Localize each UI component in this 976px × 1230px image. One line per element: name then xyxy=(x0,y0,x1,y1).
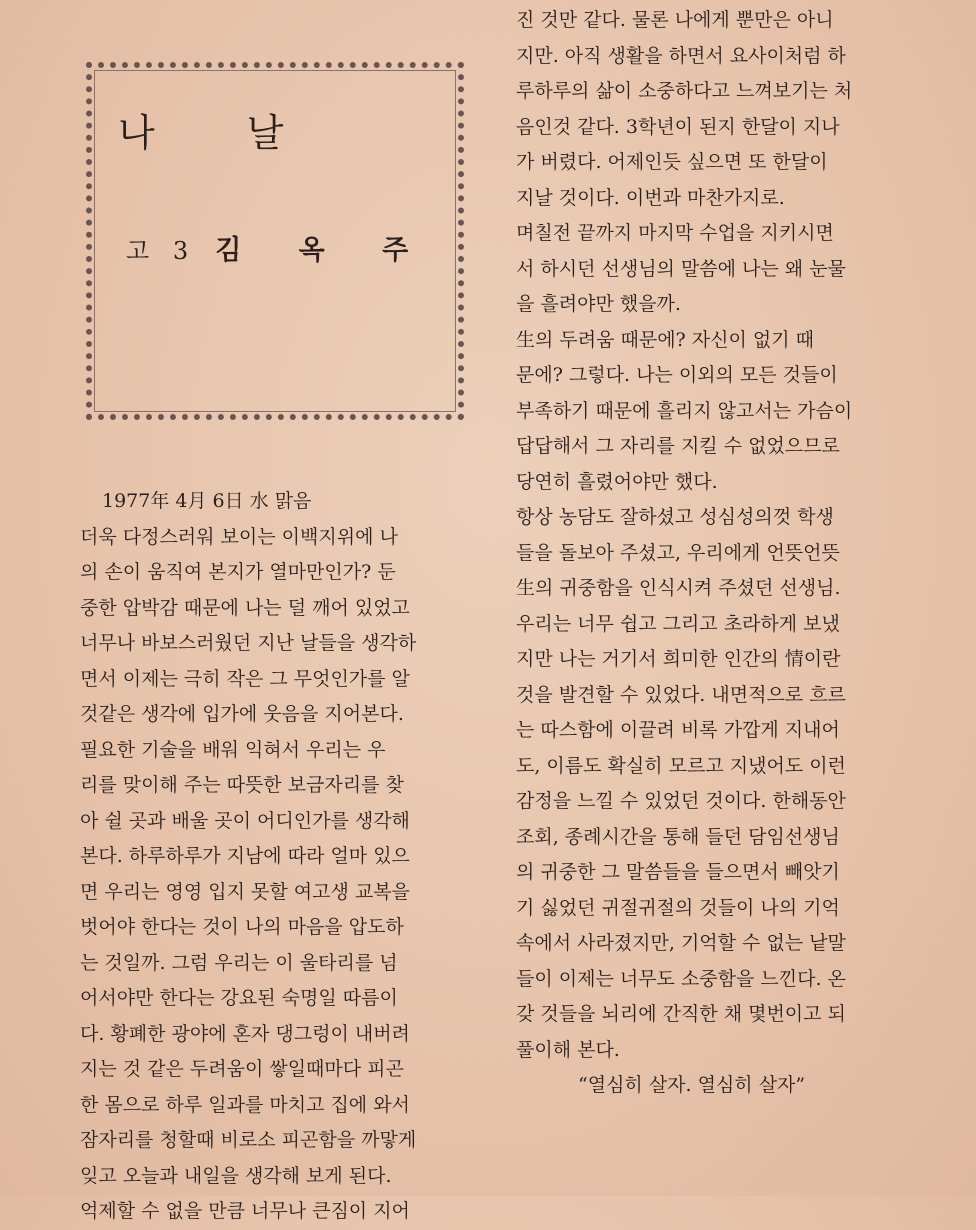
text-line: 우리는 너무 쉽고 그리고 초라하게 보냈 xyxy=(516,612,840,635)
text-line: 지만 나는 거기서 희미한 인간의 情이란 xyxy=(516,648,841,670)
text-line: 의 귀중한 그 말씀들을 들으면서 빼앗기 xyxy=(516,861,840,883)
text-line: 들을 돌보아 주셨고, 우리에게 언뜻언뜻 xyxy=(516,541,840,564)
text-line: 음인것 같다. 3학년이 된지 한달이 지나 xyxy=(516,115,840,138)
text-line: 본다. 하루하루가 지남에 따라 얼마 있으 xyxy=(80,845,410,867)
text-line: 리를 맞이해 주는 따뜻한 보금자리를 찾 xyxy=(80,774,404,796)
text-line: 당연히 흘렸어야만 했다. xyxy=(516,470,718,493)
text-line: 답답해서 그 자리를 지킬 수 없었으므로 xyxy=(516,435,840,457)
closing-quote: “열심히 살자. 열심히 살자” xyxy=(578,1074,806,1096)
right-column xyxy=(516,3,916,1104)
text-line: 문에? 그렇다. 나는 이외의 모든 것들이 xyxy=(516,364,838,386)
text-line: 는 것일까. 그럼 우리는 이 울타리를 넘 xyxy=(80,951,398,974)
text-line: 부족하기 때문에 흘리지 않고서는 가슴이 xyxy=(516,399,853,422)
text-line: 벗어야 한다는 것이 나의 마음을 압도하 xyxy=(80,916,404,938)
text-line: 항상 농담도 잘하셨고 성심성의껏 학생 xyxy=(516,506,834,528)
text-line: 중한 압박감 때문에 나는 덜 깨어 있었고 xyxy=(80,596,410,619)
text-line: 속에서 사라졌지만, 기억할 수 없는 낱말 xyxy=(516,932,846,954)
text-line: 다. 황폐한 광야에 혼자 댕그렁이 내버려 xyxy=(80,1022,410,1045)
text-line: 도, 이름도 확실히 모르고 지냈어도 이런 xyxy=(516,754,846,777)
date-line: 1977年 4月 6日 水 맑음 xyxy=(102,490,312,512)
text-line: 더욱 다정스러워 보이는 이백지위에 나 xyxy=(80,525,398,548)
text-line: 면서 이제는 극히 작은 그 무엇인가를 알 xyxy=(80,667,410,690)
left-column xyxy=(80,484,470,1230)
author-grade: 고 3 xyxy=(126,237,197,265)
author-line xyxy=(126,228,432,267)
text-line: 루하루의 삶이 소중하다고 느껴보기는 처 xyxy=(516,80,853,102)
text-line: 조회, 종례시간을 통해 들던 담임선생님 xyxy=(516,825,840,848)
text-line: 아 쉴 곳과 배울 곳이 어디인가를 생각해 xyxy=(80,809,410,832)
text-line: 며칠전 끝까지 마지막 수업을 지키시면 xyxy=(516,222,834,244)
text-line: 진 것만 같다. 물론 나에게 뿐만은 아니 xyxy=(516,9,834,31)
text-line: 을 흘려야만 했을까. xyxy=(516,293,681,315)
text-line: 어서야만 한다는 강요된 숙명일 따름이 xyxy=(80,987,398,1009)
text-line: 갖 것들을 뇌리에 간직한 채 몇번이고 되 xyxy=(516,1003,846,1025)
text-line: 억제할 수 없을 만큼 너무나 큰짐이 지어 xyxy=(80,1200,410,1222)
text-line: 것같은 생각에 입가에 웃음을 지어본다. xyxy=(80,703,404,725)
text-line: 지만. 아직 생활을 하면서 요사이처럼 하 xyxy=(516,44,846,67)
text-line: 너무나 바보스러웠던 지난 날들을 생각하 xyxy=(80,632,417,654)
text-line: 지는 것 같은 두려움이 쌓일때마다 피곤 xyxy=(80,1058,404,1080)
text-line: 가 버렸다. 어제인듯 싶으면 또 한달이 xyxy=(516,151,828,173)
text-line: 지날 것이다. 이번과 마찬가지로. xyxy=(516,186,785,209)
text-line: 는 따스함에 이끌려 비록 가깝게 지내어 xyxy=(516,719,840,741)
text-line: 生의 귀중함을 인식시켜 주셨던 선생님. xyxy=(516,577,841,599)
text-line: 면 우리는 영영 입지 못할 여고생 교복을 xyxy=(80,880,410,903)
text-line: 한 몸으로 하루 일과를 마치고 집에 와서 xyxy=(80,1093,410,1116)
text-line: 生의 두려움 때문에? 자신이 없기 때 xyxy=(516,328,814,351)
text-line: 서 하시던 선생님의 말씀에 나는 왜 눈물 xyxy=(516,257,846,280)
essay-title: 나 날 xyxy=(118,111,324,155)
text-line: 잊고 오늘과 내일을 생각해 보게 된다. xyxy=(80,1164,392,1187)
text-line: 것을 발견할 수 있었다. 내면적으로 흐르 xyxy=(516,683,846,706)
text-line: 기 싫었던 귀절귀절의 것들이 나의 기억 xyxy=(516,896,840,919)
text-line: 들이 이제는 너무도 소중함을 느낀다. 온 xyxy=(516,967,846,990)
text-line: 의 손이 움직여 본지가 열마만인가? 둔 xyxy=(80,561,396,583)
text-line: 풀이해 본다. xyxy=(516,1038,620,1061)
text-line: 잠자리를 청할때 비로소 피곤함을 까맣게 xyxy=(80,1129,417,1151)
text-line: 감정을 느낄 수 있었던 것이다. 한해동안 xyxy=(516,790,846,812)
text-line: 필요한 기술을 배워 익혀서 우리는 우 xyxy=(80,738,386,761)
author-name: 김 옥 주 xyxy=(215,235,433,266)
